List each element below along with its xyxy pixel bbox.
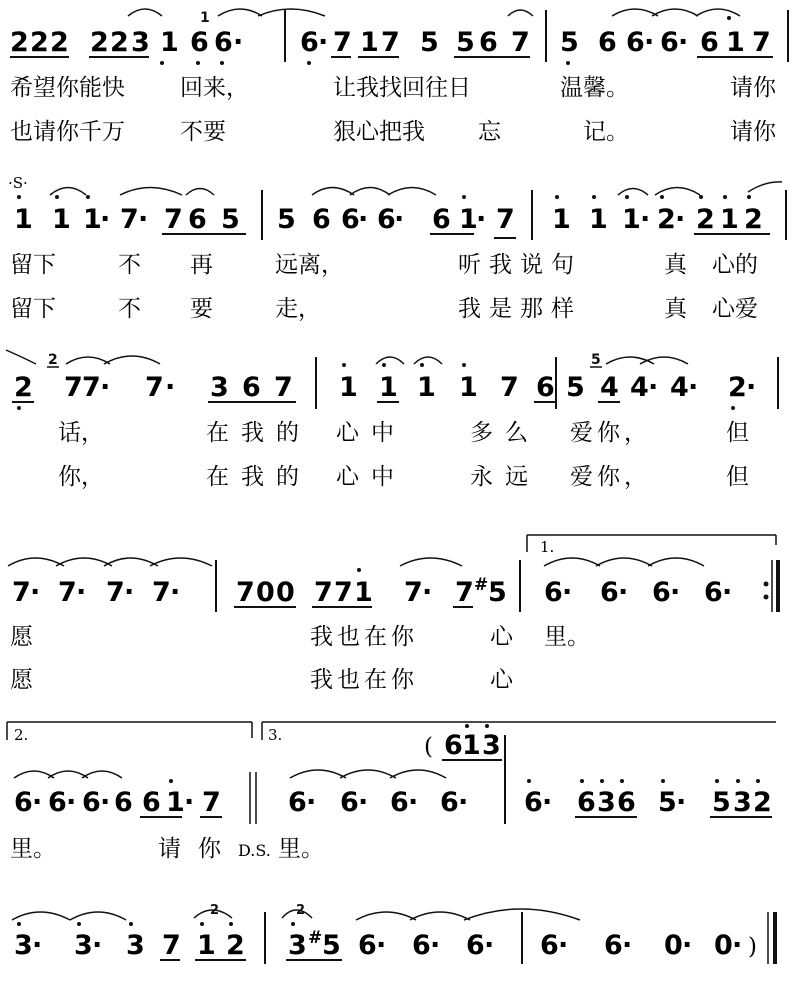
svg-text:7: 7 <box>496 204 515 235</box>
svg-text:6: 6 <box>479 27 498 58</box>
lyric: 回来， <box>180 75 249 101</box>
svg-text:3: 3 <box>288 930 307 961</box>
svg-text:6: 6 <box>82 787 101 818</box>
svg-text:1: 1 <box>379 372 398 403</box>
lyric: 我也在你 <box>310 667 418 693</box>
volta-1-label: 1. <box>540 538 555 556</box>
svg-text:·: · <box>394 204 405 235</box>
svg-text:5: 5 <box>322 930 341 961</box>
system-3-lyrics <box>58 420 749 490</box>
svg-text:5: 5 <box>456 27 475 58</box>
lyric: 我是那样 <box>458 296 582 322</box>
svg-text:6: 6 <box>300 27 319 58</box>
svg-text:6: 6 <box>432 204 451 235</box>
svg-text:4: 4 <box>670 372 689 403</box>
lyric: 不要 <box>180 119 226 145</box>
lyric: 温馨。 <box>560 75 629 101</box>
svg-text:1: 1 <box>552 204 571 235</box>
lyric: 听我说句 <box>458 252 582 278</box>
svg-text:6: 6 <box>704 577 723 608</box>
lyric: 心的 <box>712 252 758 278</box>
system-4 <box>8 535 778 693</box>
lyric: 心中 <box>336 420 406 446</box>
svg-text:5: 5 <box>712 787 731 818</box>
svg-text:5: 5 <box>560 27 579 58</box>
lyric: 但 <box>726 420 749 446</box>
svg-text:·: · <box>476 204 487 235</box>
svg-text:2: 2 <box>90 27 109 58</box>
close-parenthesis: ) <box>748 934 757 960</box>
svg-text:5: 5 <box>277 204 296 235</box>
svg-text:·: · <box>92 930 103 961</box>
svg-text:0: 0 <box>714 930 733 961</box>
svg-text:7: 7 <box>164 204 183 235</box>
svg-text:1: 1 <box>589 204 608 235</box>
svg-text:·: · <box>318 27 329 58</box>
svg-text:·: · <box>670 577 681 608</box>
svg-text:·: · <box>558 930 569 961</box>
svg-text:7: 7 <box>162 930 181 961</box>
svg-text:6: 6 <box>660 27 679 58</box>
svg-text:6: 6 <box>626 27 645 58</box>
svg-text:2: 2 <box>657 204 676 235</box>
svg-text:·: · <box>358 787 369 818</box>
system-2 <box>8 174 786 322</box>
svg-text:·: · <box>648 372 659 403</box>
lyric: 留下 <box>10 252 56 278</box>
lyric: 远离， <box>275 252 344 278</box>
lyric: 请你 <box>730 75 776 101</box>
svg-text:2: 2 <box>48 352 58 368</box>
svg-text:·: · <box>622 930 633 961</box>
lyric: 愿 <box>10 667 33 693</box>
svg-text:5: 5 <box>658 787 677 818</box>
svg-text:·: · <box>32 787 43 818</box>
system-6-notes <box>14 928 742 961</box>
lyric: 请 <box>158 836 181 862</box>
svg-text:·: · <box>138 204 149 235</box>
svg-text:·: · <box>30 577 41 608</box>
svg-text:6: 6 <box>190 27 209 58</box>
svg-text:1: 1 <box>462 730 481 761</box>
svg-text:4: 4 <box>630 372 649 403</box>
lyric: 希望你能快 <box>10 75 125 101</box>
lyric: 狠心把我 <box>333 119 425 145</box>
svg-text:·: · <box>100 372 111 403</box>
svg-text:3: 3 <box>210 372 229 403</box>
svg-text:·: · <box>358 204 369 235</box>
ds-mark: D.S. <box>238 841 271 860</box>
svg-text:7: 7 <box>314 577 333 608</box>
system-2-notes <box>14 204 763 235</box>
svg-text:·: · <box>644 27 655 58</box>
lyric: 心 <box>490 667 513 693</box>
svg-text:7: 7 <box>500 372 519 403</box>
svg-text:5: 5 <box>221 204 240 235</box>
svg-text:6: 6 <box>598 27 617 58</box>
svg-text:·: · <box>484 930 495 961</box>
lyric: 但 <box>726 464 749 490</box>
svg-text:·: · <box>184 787 195 818</box>
svg-text:6: 6 <box>444 730 463 761</box>
svg-text:6: 6 <box>544 577 563 608</box>
svg-text:7: 7 <box>58 577 77 608</box>
lyric: 忘 <box>478 119 501 145</box>
svg-text:6: 6 <box>412 930 431 961</box>
lyric: 记。 <box>583 119 629 145</box>
system-1-lyrics <box>10 75 777 145</box>
svg-text:3: 3 <box>597 787 616 818</box>
svg-text:2: 2 <box>753 787 772 818</box>
lyric: 不 <box>118 252 141 278</box>
svg-text:1: 1 <box>83 204 102 235</box>
svg-text:7: 7 <box>64 372 83 403</box>
svg-text:·: · <box>458 787 469 818</box>
lyric: 你， <box>58 464 104 490</box>
lyric: 真 <box>664 296 687 322</box>
svg-text:6: 6 <box>524 787 543 818</box>
svg-text:5: 5 <box>591 352 601 368</box>
svg-text:6: 6 <box>617 787 636 818</box>
lyric: 爱你， <box>570 420 651 446</box>
svg-text:6: 6 <box>540 930 559 961</box>
svg-text:6: 6 <box>312 204 331 235</box>
svg-text:·: · <box>682 930 693 961</box>
svg-text:3: 3 <box>14 930 33 961</box>
svg-text:0: 0 <box>276 577 295 608</box>
system-3 <box>6 350 778 490</box>
svg-text:6: 6 <box>466 930 485 961</box>
system-3-notes <box>14 372 756 403</box>
svg-text:1: 1 <box>52 204 71 235</box>
lyric: 里。 <box>278 836 324 862</box>
svg-text:6: 6 <box>242 372 261 403</box>
lyric: 真 <box>664 252 687 278</box>
svg-text:2: 2 <box>226 930 245 961</box>
lyric: 心 <box>490 624 513 650</box>
svg-text:6: 6 <box>652 577 671 608</box>
svg-text:7: 7 <box>106 577 125 608</box>
svg-text:1: 1 <box>459 372 478 403</box>
lyric: 永远 <box>470 464 540 490</box>
svg-text:·: · <box>376 930 387 961</box>
svg-text:1: 1 <box>360 27 379 58</box>
svg-text:7: 7 <box>381 27 400 58</box>
svg-text:·: · <box>618 577 629 608</box>
svg-text:6: 6 <box>600 577 619 608</box>
lyric: 不 <box>118 296 141 322</box>
open-parenthesis: ( <box>424 734 433 760</box>
svg-text:·: · <box>170 577 181 608</box>
svg-text:·: · <box>100 204 111 235</box>
svg-text:6: 6 <box>142 787 161 818</box>
svg-text:·: · <box>640 204 651 235</box>
lyric: 你 <box>198 836 221 862</box>
svg-text:#: # <box>474 575 489 595</box>
lyric: 爱你， <box>570 464 651 490</box>
svg-text:3: 3 <box>126 930 145 961</box>
svg-text:2: 2 <box>14 372 33 403</box>
svg-text:3: 3 <box>131 27 150 58</box>
svg-text:7: 7 <box>202 787 221 818</box>
svg-text:·: · <box>678 27 689 58</box>
svg-text:·: · <box>746 372 757 403</box>
svg-text:7: 7 <box>236 577 255 608</box>
svg-text:7: 7 <box>511 27 530 58</box>
svg-text:6: 6 <box>440 787 459 818</box>
svg-text:3: 3 <box>482 730 501 761</box>
svg-text:6: 6 <box>340 787 359 818</box>
svg-text:·: · <box>688 372 699 403</box>
svg-text:7: 7 <box>152 577 171 608</box>
svg-text:0: 0 <box>664 930 683 961</box>
svg-text:·: · <box>32 930 43 961</box>
lyric: 话， <box>58 420 104 446</box>
lyric: 多么 <box>470 420 540 446</box>
lyric: 里。 <box>10 836 56 862</box>
svg-text:6: 6 <box>358 930 377 961</box>
svg-text:1: 1 <box>622 204 641 235</box>
svg-text:#: # <box>308 928 323 948</box>
svg-text:·: · <box>422 577 433 608</box>
svg-text:·: · <box>66 787 77 818</box>
svg-text:·: · <box>676 787 687 818</box>
system-2-lyrics <box>10 252 758 322</box>
system-6 <box>12 903 775 964</box>
lyric: 走， <box>275 296 321 322</box>
svg-text:6: 6 <box>536 372 555 403</box>
lyric: 心中 <box>336 464 406 490</box>
svg-text:3: 3 <box>733 787 752 818</box>
svg-text:6: 6 <box>700 27 719 58</box>
lyric: 在我的 <box>206 420 311 446</box>
svg-text:7: 7 <box>404 577 423 608</box>
system-1-notes <box>10 27 771 58</box>
segno-sign: ·S· <box>8 174 28 192</box>
svg-text:2: 2 <box>50 27 69 58</box>
svg-text:7: 7 <box>12 577 31 608</box>
svg-text:·: · <box>76 577 87 608</box>
svg-text:·: · <box>732 930 743 961</box>
svg-text:1: 1 <box>720 204 739 235</box>
svg-text:2: 2 <box>744 204 763 235</box>
system-1 <box>10 9 788 145</box>
system-5-notes <box>14 730 772 818</box>
svg-text:1: 1 <box>354 577 373 608</box>
svg-text:1: 1 <box>160 27 179 58</box>
svg-text:7: 7 <box>274 372 293 403</box>
svg-text:·: · <box>233 27 244 58</box>
svg-text:6: 6 <box>390 787 409 818</box>
svg-text:7: 7 <box>752 27 771 58</box>
svg-text:6: 6 <box>14 787 33 818</box>
svg-text:2: 2 <box>30 27 49 58</box>
svg-text:6: 6 <box>377 204 396 235</box>
svg-text:6: 6 <box>604 930 623 961</box>
svg-text:6: 6 <box>188 204 207 235</box>
svg-text:6: 6 <box>114 787 133 818</box>
system-5-markings-top <box>7 722 776 740</box>
svg-text:5: 5 <box>420 27 439 58</box>
svg-text:2: 2 <box>110 27 129 58</box>
lyric: 请你 <box>730 119 776 145</box>
svg-text:3: 3 <box>74 930 93 961</box>
svg-text:2: 2 <box>210 903 220 918</box>
svg-text:1: 1 <box>14 204 33 235</box>
svg-text:7: 7 <box>333 27 352 58</box>
system-5 <box>7 722 776 862</box>
svg-text:·: · <box>722 577 733 608</box>
lyric: 心爱 <box>712 296 758 322</box>
lyric: 要 <box>190 296 213 322</box>
svg-text:7: 7 <box>145 372 164 403</box>
lyric: 也请你千万 <box>10 119 125 145</box>
svg-text:7: 7 <box>455 577 474 608</box>
lyric: 再 <box>190 252 213 278</box>
volta-3-label: 3. <box>268 726 283 744</box>
svg-text:0: 0 <box>256 577 275 608</box>
svg-text:·: · <box>124 577 135 608</box>
volta-2-label: 2. <box>14 726 29 744</box>
svg-text:7: 7 <box>82 372 101 403</box>
svg-text:6: 6 <box>214 27 233 58</box>
lyric: 让我找回往日 <box>333 75 471 101</box>
svg-text:1: 1 <box>197 930 216 961</box>
svg-text:2: 2 <box>10 27 29 58</box>
lyric: 在我的 <box>206 464 311 490</box>
svg-text:1: 1 <box>200 10 210 26</box>
svg-text:6: 6 <box>577 787 596 818</box>
svg-text:6: 6 <box>341 204 360 235</box>
system-5-lyrics <box>10 836 324 862</box>
svg-text:·: · <box>306 787 317 818</box>
svg-text:1: 1 <box>417 372 436 403</box>
svg-text:1: 1 <box>339 372 358 403</box>
svg-text:·: · <box>165 372 176 403</box>
svg-text:6: 6 <box>288 787 307 818</box>
svg-text:5: 5 <box>566 372 585 403</box>
svg-text:·: · <box>430 930 441 961</box>
svg-text:1: 1 <box>166 787 185 818</box>
svg-text:·: · <box>562 577 573 608</box>
svg-text:2: 2 <box>696 204 715 235</box>
svg-text:7: 7 <box>334 577 353 608</box>
svg-text:·: · <box>542 787 553 818</box>
svg-text:·: · <box>408 787 419 818</box>
svg-text:2: 2 <box>296 903 306 918</box>
lyric: 愿 <box>10 624 33 650</box>
svg-text:7: 7 <box>120 204 139 235</box>
lyric: 我也在你 <box>310 624 418 650</box>
svg-text:·: · <box>675 204 686 235</box>
svg-text:1: 1 <box>459 204 478 235</box>
system-4-notes <box>12 575 732 608</box>
system-4-lyrics <box>10 624 590 693</box>
lyric: 留下 <box>10 296 56 322</box>
svg-text:5: 5 <box>488 577 507 608</box>
svg-text:1: 1 <box>726 27 745 58</box>
svg-text:6: 6 <box>48 787 67 818</box>
lyric: 里。 <box>544 624 590 650</box>
svg-text:4: 4 <box>600 372 619 403</box>
svg-text:·: · <box>100 787 111 818</box>
svg-text:2: 2 <box>728 372 747 403</box>
